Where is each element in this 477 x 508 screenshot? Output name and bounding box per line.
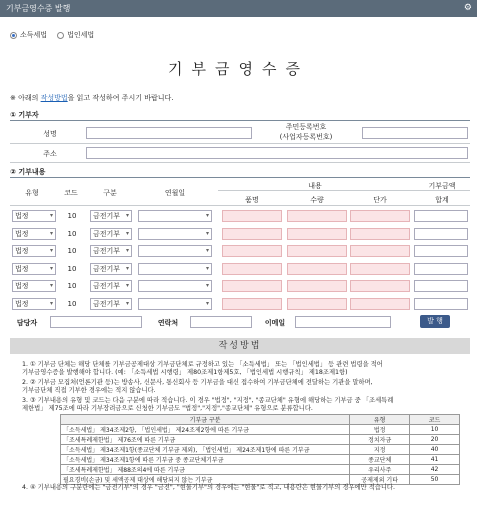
row-total-input[interactable] [414,298,468,310]
row-date-select[interactable] [138,245,212,257]
row-price-input[interactable] [350,263,410,275]
row-qty-input[interactable] [287,298,347,310]
row-date-select[interactable] [138,280,212,292]
row-item-input[interactable] [222,245,282,257]
divider [10,120,470,121]
row-item-input[interactable] [222,280,282,292]
notice-suffix: 을 읽고 작성하여 주시기 바랍니다. [67,94,174,102]
chevron-down-icon: ▾ [205,265,209,272]
guide-cell-code: 41 [410,455,460,465]
row-code: 10 [67,230,77,238]
guide-cell-code: 20 [410,435,460,445]
row-date-select[interactable] [138,263,212,275]
guide-th-category: 기부금 구분 [61,415,350,425]
row-code: 10 [67,300,77,308]
contact-label: 연락처 [157,319,179,327]
row-price-input[interactable] [350,210,410,222]
id-label [262,122,350,142]
row-type-value: 법정 [15,230,29,238]
row-item-input[interactable] [222,263,282,275]
chevron-down-icon: ▾ [125,300,129,307]
col-content: 내용 [308,182,322,190]
chevron-down-icon: ▾ [49,300,53,307]
chevron-down-icon: ▾ [205,212,209,219]
row-date-select[interactable] [138,298,212,310]
guide-cell-type: 법정 [350,425,410,435]
row-item-input[interactable] [222,210,282,222]
chevron-down-icon: ▾ [205,247,209,254]
row-qty-input[interactable] [287,280,347,292]
guide-p4: 4. ④ 기부내용의 구분란에는 "금전기부"의 경우 "금전", "현물기부"의 경우에는 "현물"로 적고, 내용란은 현물기부의 경우에만 적습니다. [22,484,395,491]
row-price-input[interactable] [350,280,410,292]
row-total-input[interactable] [414,228,468,240]
divider [10,162,470,163]
window-title: 기부금영수증 발행 [6,4,71,13]
row-type-select[interactable] [12,263,56,275]
chevron-down-icon: ▾ [205,230,209,237]
row-code: 10 [67,212,77,220]
guide-table-row [61,445,460,455]
guide-cell-code: 10 [410,425,460,435]
row-type-value: 법정 [15,300,29,308]
guide-cell-code: 50 [410,475,460,485]
chevron-down-icon: ▾ [49,247,53,254]
row-price-input[interactable] [350,245,410,257]
row-category-value: 금전기부 [93,282,121,290]
guide-cell-category: 「소득세법」 제34조제2항, 「법인세법」 제24조제2항에 따른 기부금 [61,425,350,435]
email-label: 이메일 [264,319,286,327]
row-total-input[interactable] [414,263,468,275]
row-item-input[interactable] [222,228,282,240]
guide-th-type: 유형 [350,415,410,425]
donation-heading: ② 기부내용 [10,168,46,176]
chevron-down-icon: ▾ [49,265,53,272]
guide-table [60,414,460,485]
row-total-input[interactable] [414,210,468,222]
col-item: 품명 [245,196,259,204]
guide-table-row [61,465,460,475]
row-category-select[interactable] [90,228,132,240]
guide-th-code: 코드 [410,415,460,425]
guide-cell-type: 지정 [350,445,410,455]
address-label: 주소 [43,150,57,158]
row-code: 10 [67,265,77,273]
row-code: 10 [67,282,77,290]
row-total-input[interactable] [414,245,468,257]
row-type-value: 법정 [15,282,29,290]
guide-p3b: 제한법」 제75조에 따라 기부장려금으로 신청한 기부금도 "법정","지정","종교단체" 유형으로 분류합니다. [22,405,313,412]
col-price: 단가 [373,196,387,204]
chevron-down-icon: ▾ [125,230,129,237]
row-type-select[interactable] [12,298,56,310]
row-type-select[interactable] [12,228,56,240]
divider [10,205,470,206]
id-label-line1: 주민등록번호 [285,123,327,131]
manager-label: 담당자 [16,319,38,327]
guide-cell-code: 40 [410,445,460,455]
guide-title: 작성방법 [10,338,470,354]
chevron-down-icon: ▾ [205,282,209,289]
law-radio-group [10,30,94,40]
guide-p2: 2. ② 기부금 모집처(언론기관 등)는 방송사, 신문사, 통신회사 등 기부금을 대신 접수하여 기부금단체에 전달하는 기관을 말하며, [22,379,373,386]
guide-cell-code: 42 [410,465,460,475]
row-category-select[interactable] [90,210,132,222]
col-category: 구분 [103,189,117,197]
guide-cell-category: 「소득세법」 제34조제1항(종교단체 기부금 제외), 「법인세법」 제24조제1항에 따른 기부금 [61,445,350,455]
guide-table-row [61,435,460,445]
row-type-select[interactable] [12,210,56,222]
col-type: 유형 [25,189,39,197]
guide-cell-type: 우리사주 [350,465,410,475]
guide-table-row [61,425,460,435]
guide-cell-category: 「소득세법」 제34조제1항에 따른 기부금 중 종교단체기부금 [61,455,350,465]
row-qty-input[interactable] [287,263,347,275]
guide-p1: 1. ① 기부금 단체는 해당 단체를 기부금공제대상 기부금단체로 규정하고 있는 「소득세법」 또는 「법인세법」 등 관련 법령을 적어 [22,361,383,368]
window-titlebar [0,0,477,17]
settings-icon[interactable]: ⚙ [463,3,472,13]
divider [10,143,470,144]
row-category-select[interactable] [90,263,132,275]
row-total-input[interactable] [414,280,468,292]
name-label: 성명 [43,130,57,138]
issue-button[interactable]: 발 행 [420,315,450,328]
divider [10,177,470,178]
radio-corporate-tax-label: 법인세법 [67,31,95,39]
row-qty-input[interactable] [287,210,347,222]
guide-p1b: 기부금영수증을 발행해야 합니다. (예: 「소득세법 시행령」 제80조제1항제5호, 「법인세법 시행규칙」 제18조제1항) [22,369,348,376]
row-type-select[interactable] [12,245,56,257]
guide-table-row [61,455,460,465]
row-category-value: 금전기부 [93,300,121,308]
chevron-down-icon: ▾ [125,265,129,272]
row-qty-input[interactable] [287,228,347,240]
chevron-down-icon: ▾ [205,300,209,307]
row-type-value: 법정 [15,212,29,220]
row-type-value: 법정 [15,247,29,255]
row-category-value: 금전기부 [93,247,121,255]
guide-p3: 3. ③ 기부내용의 유형 및 코드는 다음 구분에 따라 적습니다. 이 경우 "법정", "지정", "종교단체" 유형에 해당하는 기부금 중 「조세특례 [22,397,394,404]
donor-name-input[interactable] [86,127,252,139]
row-code: 10 [67,247,77,255]
chevron-down-icon: ▾ [49,282,53,289]
radio-corporate-tax[interactable] [57,30,94,40]
donor-id-input[interactable] [362,127,468,139]
email-input[interactable] [295,316,391,328]
row-date-select[interactable] [138,228,212,240]
guide-cell-type: 정치자금 [350,435,410,445]
guide-table-header-row [61,415,460,425]
row-category-value: 금전기부 [93,230,121,238]
row-type-value: 법정 [15,265,29,273]
row-date-select[interactable] [138,210,212,222]
guide-cell-type: 종교단체 [350,455,410,465]
col-amount: 기부금액 [428,182,456,190]
row-category-select[interactable] [90,298,132,310]
donor-address-input[interactable] [86,147,468,159]
radio-income-tax-label: 소득세법 [20,31,48,39]
row-category-value: 금전기부 [93,212,121,220]
row-qty-input[interactable] [287,245,347,257]
guide-cell-category: 필요경비(손금) 및 세액공제 대상에 해당되지 않는 기부금 [61,475,350,485]
page-title: 기부금영수증 [168,60,309,78]
guide-table-row [61,475,460,485]
chevron-down-icon: ▾ [49,230,53,237]
radio-unchecked-icon [57,32,64,39]
row-category-select[interactable] [90,245,132,257]
chevron-down-icon: ▾ [125,282,129,289]
col-code: 코드 [64,189,78,197]
notice-text [10,93,173,103]
guide-cell-category: 「조세특례제한법」 제88조의4에 따른 기부금 [61,465,350,475]
guide-cell-category: 「조세특례제한법」 제76조에 따른 기부금 [61,435,350,445]
chevron-down-icon: ▾ [49,212,53,219]
radio-checked-icon [10,32,17,39]
guide-link[interactable]: 작성방법 [40,94,68,102]
row-category-value: 금전기부 [93,265,121,273]
notice-prefix: ※ 아래의 [10,94,41,102]
chevron-down-icon: ▾ [125,212,129,219]
guide-p2b: 기부금단체 직접 기부한 경우에는 적지 않습니다. [22,387,156,394]
contact-input[interactable] [190,316,252,328]
row-item-input[interactable] [222,298,282,310]
row-price-input[interactable] [350,298,410,310]
row-type-select[interactable] [12,280,56,292]
id-label-line2: (사업자등록번호) [279,133,333,141]
guide-cell-type: 공제제외 기타 [350,475,410,485]
col-total: 합계 [435,196,449,204]
radio-income-tax[interactable] [10,30,47,40]
chevron-down-icon: ▾ [125,247,129,254]
row-price-input[interactable] [350,228,410,240]
row-category-select[interactable] [90,280,132,292]
col-qty: 수량 [310,196,324,204]
donor-heading: ① 기부자 [10,111,39,119]
manager-input[interactable] [50,316,142,328]
col-date: 연월일 [164,189,186,197]
